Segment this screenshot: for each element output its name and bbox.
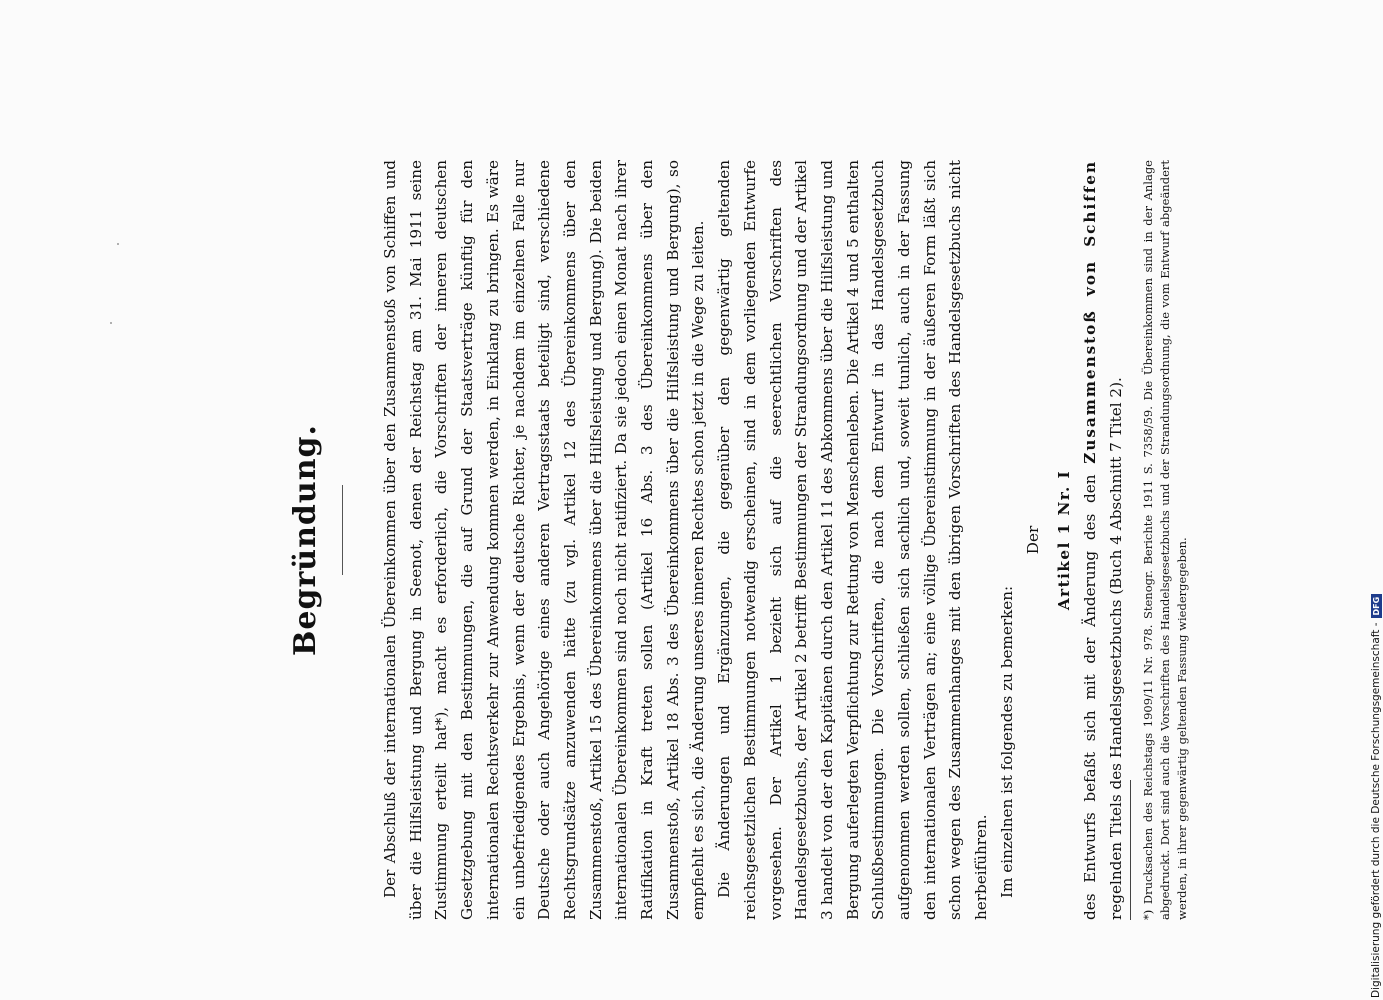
footnote: *) Drucksachen des Reichstags 1909/11 Nr. 978. Stenogr. Berichte 1911 S. 7358/59. Die Übereinkommen sind in der Anlage abgedruckt. Dort sind auch die Vorschriften des Handelsgesetzbuchs und der Strandungsordnung, die vom Entwurf abgeändert werden, in ihrer gegenwärtig geltenden Fassung wiedergegeben. [1141,160,1189,920]
paragraph-1: Der Abschluß der internationalen Übereinkommen über den Zusammenstoß von Schiffen und über die Hilfsleistung und Bergung in Seenot, denen der Reichstag am 31. Mai 1911 seine Zustimmung erteilt hat*), macht es erforderlich, die Vorschriften der inneren deutschen Gesetzgebung mit den Bestimmungen, die auf Grund der Staatsverträge künftig für den internationalen Rechtsverkehr zur Anwendung kommen werden, in Einklang zu bringen. Es wäre ein unbefriedigendes Ergebnis, wenn der deutsche Richter, je nachdem im einzelnen Falle nur Deutsche oder auch Angehörige eines anderen Vertragsstaats beteiligt sind, verschiedene Rechtsgrundsätze anzuwenden hätte (zu vgl. Artikel 12 des Übereinkommens über den Zusammenstoß, Artikel 15 des Übereinkommens über die Hilfsleistung und Bergung). Die beiden internationalen Übereinkommen sind noch nicht ratifiziert. Da sie jedoch einen Monat nach ihrer Ratifikation in Kraft treten sollen (Artikel 16 Abs. 3 des Übereinkommens über den Zusammenstoß, Artikel 18 Abs. 3 des Übereinkommens über die Hilfsleistung und Bergung), so empfiehlt es sich, die Änderung unseres inneren Rechtes schon jetzt in die Wege zu leiten. [381,160,708,920]
rotated-page-content [250,160,1250,920]
article-intro-part1: des Entwurfs befaßt sich mit der Änderung des den [1080,474,1099,920]
article-intro-part2: regelnden Titels des Handelsgesetzbuchs (Buch 4 Abschnitt 7 Titel 2). [1106,377,1125,920]
footnote-divider [1130,780,1131,920]
dfg-credit [1370,594,1382,998]
article-heading: Artikel 1 Nr. I [1055,469,1074,611]
paragraph-2: Die Änderungen und Ergänzungen, die gegenüber den gegenwärtig geltenden reichsgesetzlichen Bestimmungen notwendig erscheinen, sind in dem vorliegenden Entwurfe vorgesehen. Der Artikel 1 bezieht sich auf die seerechtlichen Vorschriften des Handelsgesetzbuchs, der Artikel 2 betrifft Bestimmungen der Strandungsordnung und der Artikel 3 handelt von der den Kapitänen durch den Artikel 11 des Abkommens über die Hilfsleistung und Bergung auferlegten Verpflichtung zur Rettung von Menschenleben. Die Artikel 4 und 5 enthalten Schlußbestimmungen. Die Vorschriften, die nach dem Entwurf in das Handelsgesetzbuch aufgenommen werden sollen, schließen sich sachlich und, soweit tunlich, auch in der Fassung den internationalen Verträgen an; eine völlige Übereinstimmung in der äußeren Form läßt sich schon wegen des Zusammenhanges mit den übrigen Vorschriften des Handelsgesetzbuchs nicht herbeiführen. [715,160,991,920]
heading-der: Der [1023,525,1042,555]
scan-speck [117,243,119,245]
article-intro-spaced: Zusammenstoß von Schiffen [1080,160,1099,464]
paragraph-3: Im einzelnen ist folgendes zu bemerken: [997,585,1016,898]
title-divider [342,485,343,575]
article-intro [1078,160,1129,920]
scan-speck [110,322,112,324]
page-title: Begründung. [288,424,323,656]
dfg-credit-text: Digitalisierung gefördert durch die Deutsche Forschungsgemeinschaft - [1370,622,1382,998]
dfg-logo: DFG [1371,594,1382,619]
body-text [378,160,1129,920]
